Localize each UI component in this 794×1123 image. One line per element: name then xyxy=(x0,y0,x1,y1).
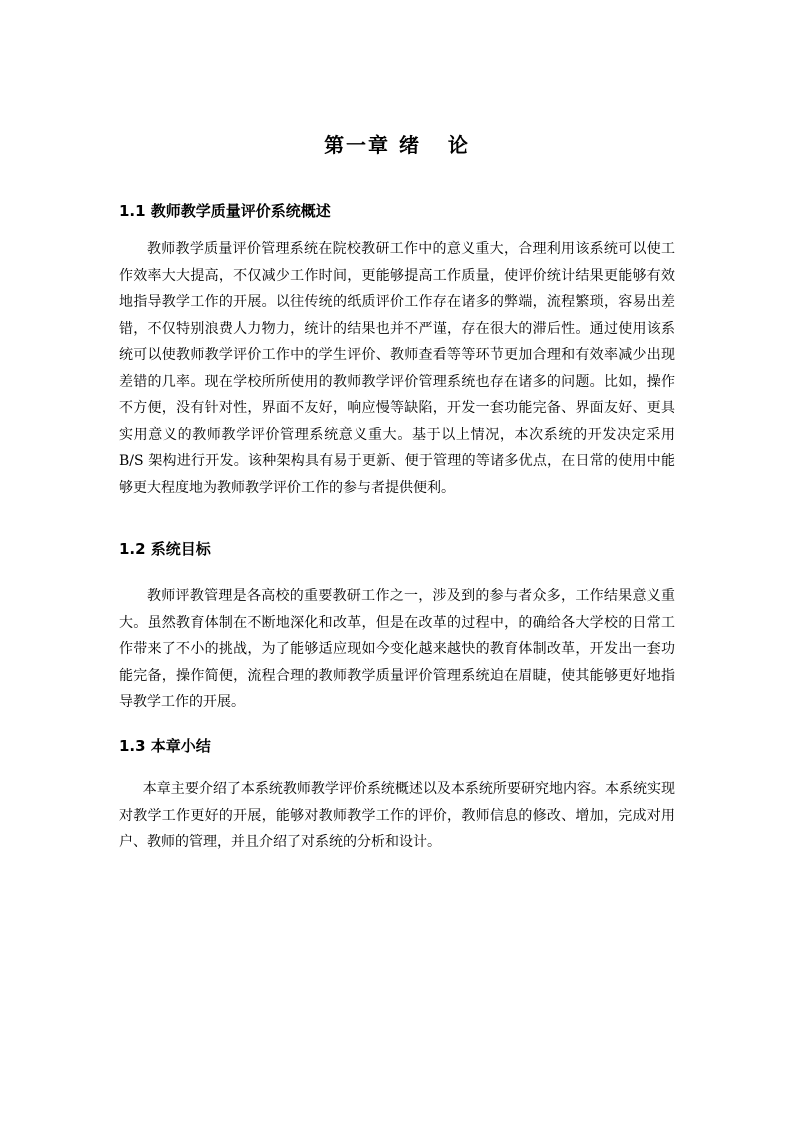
section-body-1-2: 教师评教管理是各高校的重要教研工作之一，涉及到的参与者众多，工作结果意义重大。虽然教育体制在不断地深化和改革，但是在改革的过程中，的确给各大学校的日常工作带来了不小的挑战，为了能够适应现如今变化越来越快的教育体制改革，开发出一套功能完备，操作简便，流程合理的教师教学质量评价管理系统迫在眉睫，使其能够更好地指导教学工作的开展。 xyxy=(119,588,675,710)
section-heading-1-2: 1.2 系统目标 xyxy=(119,540,211,558)
section-body-1-1: 教师教学质量评价管理系统在院校教研工作中的意义重大，合理利用该系统可以使工作效率大大提高，不仅减少工作时间，更能够提高工作质量，使评价统计结果更能够有效地指导教学工作的开展。以往传统的纸质评价工作存在诸多的弊端，流程繁琐，容易出差错，不仅特别浪费人力物力，统计的结果也并不严谨，存在很大的滞后性。通过使用该系统可以使教师教学评价工作中的学生评价、教师查看等等环节更加合理和有效率减少出现差错的几率。现在学校所所使用的教师教学评价管理系统也存在诸多的问题。比如，操作不方便，没有针对性，界面不友好，响应慢等缺陷，开发一套功能完备、界面友好、更具实用意义的教师教学评价管理系统意义重大。基于以上情况，本次系统的开发决定采用 B/S 架构进行开发。该种架构具有易于更新、便于管理的等诸多优点，在日常的使用中能够更大程度地为教师教学评价工作的参与者提供便利。 xyxy=(119,241,675,496)
chapter-title: 第一章 绪 论 xyxy=(324,133,470,157)
section-heading-1-3: 1.3 本章小结 xyxy=(119,737,211,755)
section-body-1-3: 本章主要介绍了本系统教师教学评价系统概述以及本系统所要研究地内容。本系统实现对教学工作更好的开展，能够对教师教学工作的评价，教师信息的修改、增加，完成对用户、教师的管理，并且介绍了对系统的分析和设计。 xyxy=(119,781,675,850)
section-heading-1-1: 1.1 教师教学质量评价系统概述 xyxy=(119,202,331,220)
